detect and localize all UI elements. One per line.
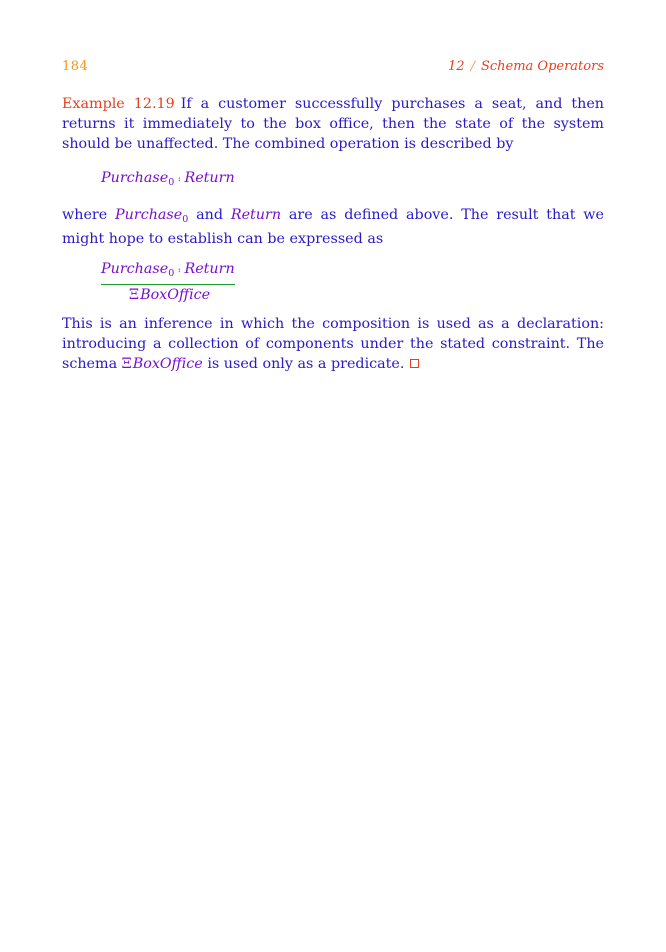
para2-schema-purchase: Purchase [115,207,183,223]
end-of-example-box-icon [410,359,419,368]
page-number: 184 [62,59,89,74]
example-paragraph-3 [62,315,604,374]
para2-schema-purchase-subscript: 0 [182,214,189,225]
display-left-subscript: 0 [168,177,175,188]
chapter-number: 12 [448,59,465,74]
xi-symbol: Ξ [129,287,140,303]
para2-text-2: and [188,207,231,223]
inference-premise [101,259,235,285]
example-label: Example 12.19 [62,96,175,112]
composition-operator: ⨾ [178,171,181,184]
para3-xi-symbol: Ξ [121,355,132,372]
para3-text-2: is used only as a predicate. [202,355,405,372]
premise-right-schema: Return [184,261,235,277]
para2-text-1: where [62,207,116,223]
inference-conclusion [101,285,235,305]
example-paragraph-1 [62,95,604,154]
header-separator: / [470,59,475,74]
para3-schema-boxoffice: BoxOffice [132,355,203,372]
example-paragraph-1-text: If a customer successfully purchases a seat, and then returns it immediately to the box office, then the state of the system should be unaffected. The combined operation is described by [62,96,604,152]
example-paragraph-2 [62,206,604,250]
premise-left-subscript: 0 [168,268,175,279]
para3-text-1: This is an inference in which the composition is used as a declaration: introducing a collection of components under the stated constraint. The schema [62,316,604,372]
running-head [448,59,604,74]
para2-schema-return: Return [230,207,282,223]
display-composition [101,170,235,188]
para2-text-3: are as defined above. The result that we might hope to establish can be expressed as [62,207,604,247]
display-left-schema: Purchase [101,170,169,186]
premise-left-schema: Purchase [101,261,169,277]
inference-rule [101,259,235,305]
conclusion-schema: BoxOffice [140,287,211,303]
display-right-schema: Return [184,170,235,186]
chapter-title: Schema Operators [480,59,604,74]
premise-composition-operator: ⨾ [178,262,181,275]
